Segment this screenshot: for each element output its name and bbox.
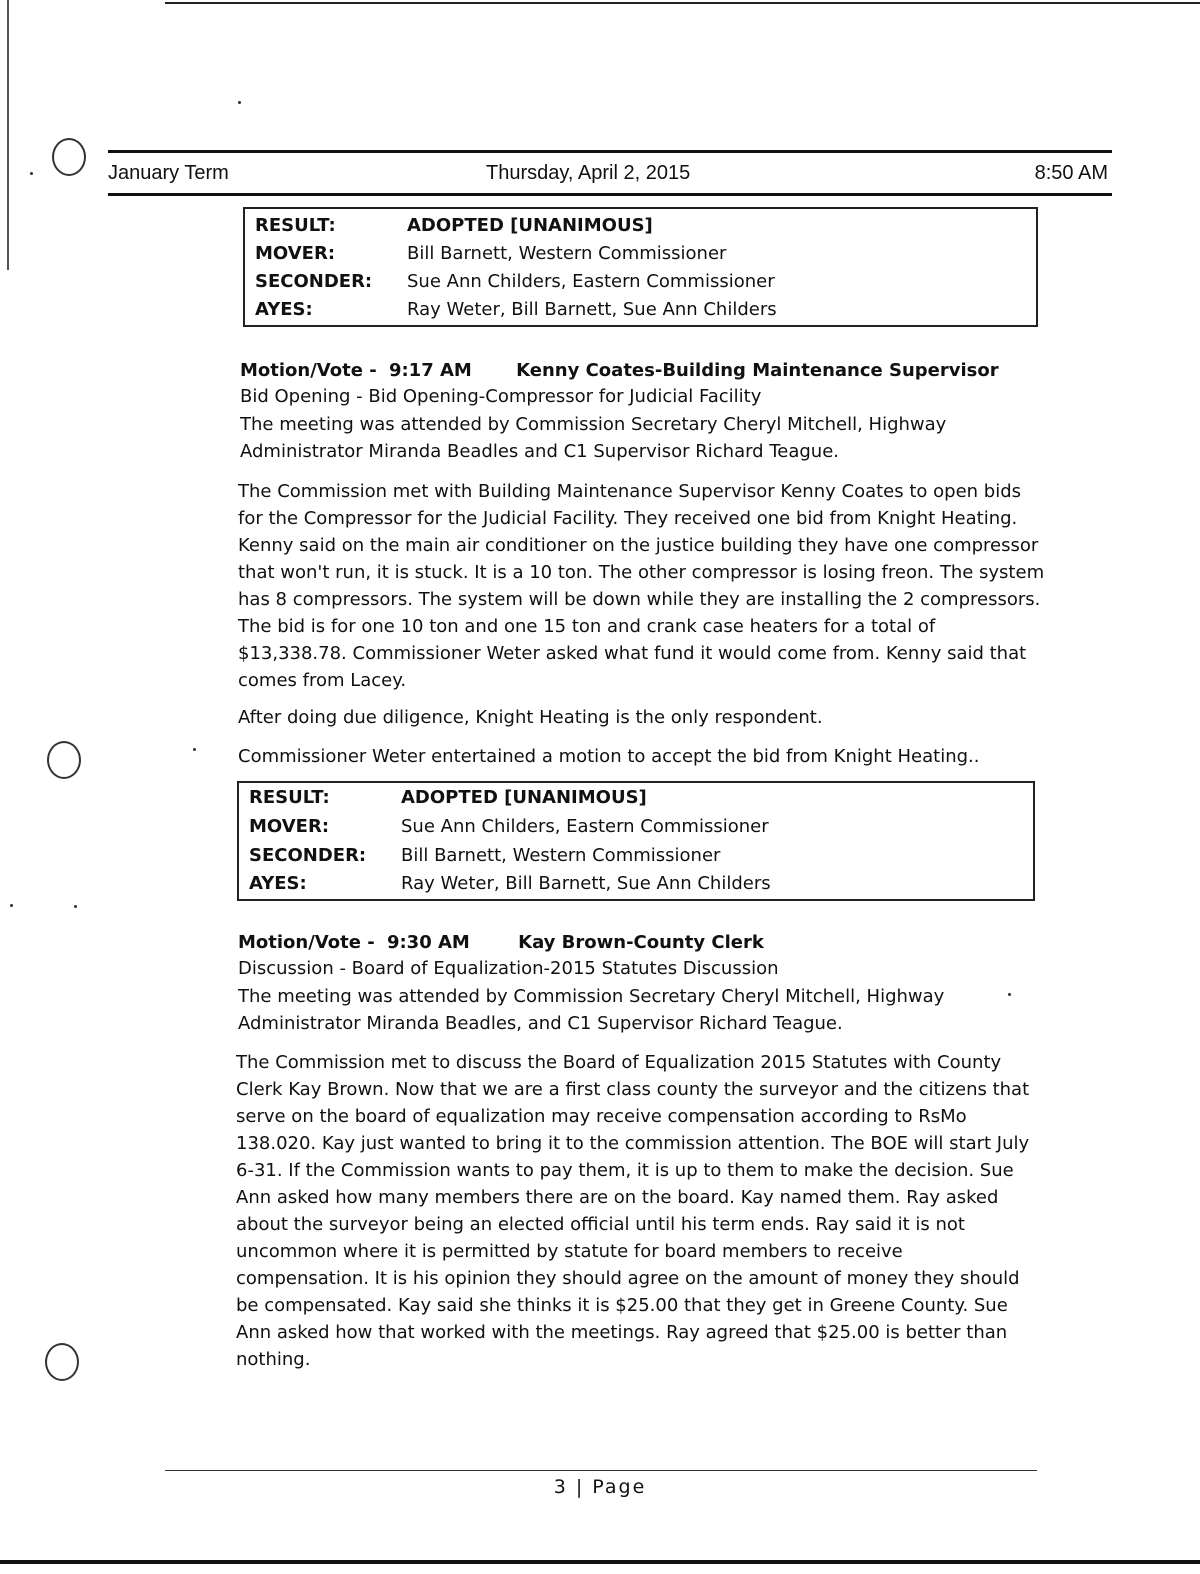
footer-rule — [165, 1470, 1037, 1471]
section-2-title: Kay Brown-County Clerk — [518, 932, 764, 953]
section-2-attendance: The meeting was attended by Commission Secretary Cheryl Mitchell, Highway Administrator Miranda Beadles, and C1 Supervisor Richard Teague. — [238, 986, 945, 1034]
section-2-heading — [238, 932, 764, 953]
scan-speck — [193, 748, 196, 751]
scan-speck — [10, 904, 13, 907]
vote-label: SECONDER: — [255, 271, 373, 292]
vote-value: Sue Ann Childers, Eastern Commissioner — [401, 816, 769, 837]
header-time: 8:50 AM — [1034, 162, 1108, 184]
binder-hole-middle — [47, 741, 81, 779]
vote-label: MOVER: — [249, 816, 330, 837]
vote-result-box-2 — [237, 781, 1035, 901]
section-1-diligence: After doing due diligence, Knight Heating is the only respondent. — [238, 707, 823, 728]
section-1-body: The Commission met with Building Maintenance Supervisor Kenny Coates to open bids for the Compressor for the Judicial Facility. They received one bid from Knight Heating. Kenny said on the main air conditioner on the justice building they have one compressor that won't run, it is stuck. It is a 10 ton. The other compressor is losing freon. The system has 8 compressors. The system will be down while they are installing the 2 compressors. The bid is for one 10 ton and one 15 ton and crank case heaters for a total of $13,338.78. Commissioner Weter asked what fund it would come from. Kenny said that comes from Lacey. — [238, 481, 1045, 691]
section-1-attendance: The meeting was attended by Commission Secretary Cheryl Mitchell, Highway Administrator Miranda Beadles and C1 Supervisor Richard Teague. — [240, 414, 947, 462]
scan-speck — [1008, 993, 1011, 996]
vote-value: Bill Barnett, Western Commissioner — [401, 845, 721, 866]
page-header — [108, 150, 1112, 196]
vote-value: Bill Barnett, Western Commissioner — [407, 243, 727, 264]
vote-label: AYES: — [249, 873, 307, 894]
scan-left-edge — [7, 0, 9, 270]
section-1-title: Kenny Coates-Building Maintenance Supervisor — [516, 360, 999, 381]
vote-value: Ray Weter, Bill Barnett, Sue Ann Childers — [407, 299, 777, 320]
header-term: January Term — [108, 162, 229, 184]
vote-label: RESULT: — [249, 787, 330, 808]
binder-hole-top — [52, 138, 86, 176]
vote-value: Sue Ann Childers, Eastern Commissioner — [407, 271, 775, 292]
page-number: 3 | Page — [553, 1476, 647, 1498]
vote-value: Ray Weter, Bill Barnett, Sue Ann Childers — [401, 873, 771, 894]
scan-speck — [238, 101, 241, 104]
section-2-type: Motion/Vote - — [238, 932, 375, 953]
section-2-body: The Commission met to discuss the Board of Equalization 2015 Statutes with County Clerk Kay Brown. Now that we are a first class county the surveyor and the citizens that serve on the board of equalization may receive compensation according to RsMo 138.020. Kay just wanted to bring it to the commission attention. The BOE will start July 6-31. If the Commission wants to pay them, it is up to them to make the decision. Sue Ann asked how many members there are on the board. Kay named them. Ray asked about the surveyor being an elected official until his term ends. Ray said it is not uncommon where it is permitted by statute for board members to receive compensation. It is his opinion they should agree on the amount of money they should be compensated. Kay said she thinks it is $25.00 that they get in Greene County. Sue Ann asked how that worked with the meetings. Ray agreed that $25.00 is better than nothing. — [236, 1052, 1030, 1370]
section-1-time: 9:17 AM — [388, 360, 472, 381]
header-date: Thursday, April 2, 2015 — [486, 162, 691, 184]
scan-speck — [74, 905, 77, 908]
binder-hole-bottom — [45, 1343, 79, 1381]
section-1-motion: Commissioner Weter entertained a motion to accept the bid from Knight Heating.. — [238, 746, 980, 767]
vote-result-box-1 — [243, 207, 1038, 327]
section-1-heading — [240, 360, 999, 381]
section-2-time: 9:30 AM — [386, 932, 470, 953]
vote-label: SECONDER: — [249, 845, 367, 866]
vote-value: ADOPTED [UNANIMOUS] — [401, 787, 647, 808]
scan-bottom-edge — [0, 1560, 1200, 1564]
vote-label: MOVER: — [255, 243, 336, 264]
scan-top-edge — [165, 2, 1200, 4]
vote-label: RESULT: — [255, 215, 336, 236]
section-1-topic: Bid Opening - Bid Opening-Compressor for Judicial Facility — [240, 386, 762, 407]
section-2-topic: Discussion - Board of Equalization-2015 Statutes Discussion — [238, 958, 779, 979]
scan-speck — [30, 172, 33, 175]
vote-label: AYES: — [255, 299, 313, 320]
vote-value: ADOPTED [UNANIMOUS] — [407, 215, 653, 236]
section-1-type: Motion/Vote - — [240, 360, 377, 381]
